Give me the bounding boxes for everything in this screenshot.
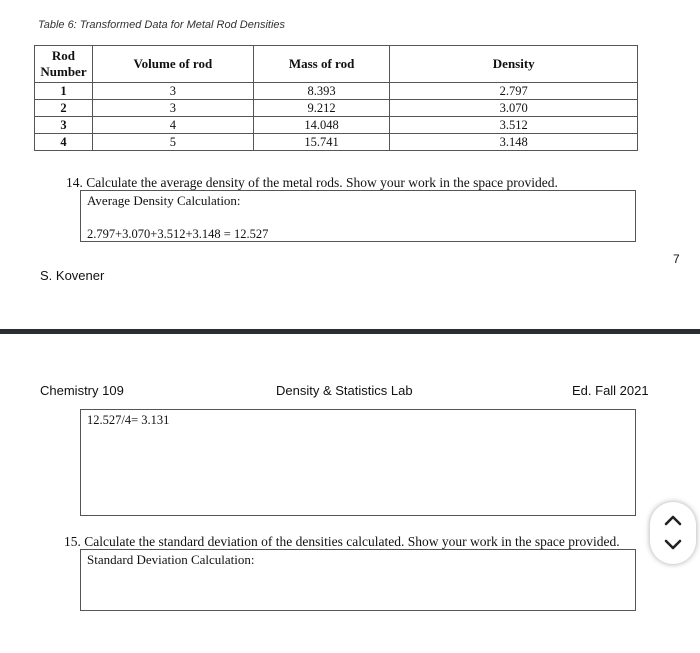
header-lab-title: Density & Statistics Lab <box>276 383 413 398</box>
cell-volume: 5 <box>92 134 253 151</box>
answer-box-14 <box>80 190 636 242</box>
cell-rod-number: 4 <box>35 134 93 151</box>
header-course: Chemistry 109 <box>40 383 124 398</box>
cell-mass: 8.393 <box>253 83 390 100</box>
table-row <box>35 83 638 100</box>
table-header-row <box>35 46 638 83</box>
answer-box-label: Standard Deviation Calculation: <box>87 552 255 567</box>
cell-mass: 9.212 <box>253 100 390 117</box>
table-row <box>35 117 638 134</box>
cell-volume: 3 <box>92 100 253 117</box>
table-row <box>35 100 638 117</box>
chevron-up-icon[interactable] <box>663 513 683 527</box>
page-8 <box>0 334 700 653</box>
cell-rod-number: 1 <box>35 83 93 100</box>
cell-density: 3.148 <box>390 134 638 151</box>
header-volume: Volume of rod <box>92 46 253 83</box>
answer-box-14-continued <box>80 409 636 516</box>
table-caption: Table 6: Transformed Data for Metal Rod Densities <box>38 19 286 31</box>
page-number: 7 <box>673 252 680 266</box>
rod-density-table <box>34 45 638 151</box>
cell-density: 3.070 <box>390 100 638 117</box>
cell-rod-number: 3 <box>35 117 93 134</box>
header-density: Density <box>390 46 638 83</box>
page-nav-control <box>650 502 696 564</box>
question-14: 14. Calculate the average density of the metal rods. Show your work in the space provided. <box>66 175 558 190</box>
table-row <box>35 134 638 151</box>
cell-volume: 3 <box>92 83 253 100</box>
header-mass: Mass of rod <box>253 46 390 83</box>
cell-mass: 15.741 <box>253 134 390 151</box>
answer-box-label: Average Density Calculation: <box>87 193 241 208</box>
author-footer: S. Kovener <box>40 268 105 283</box>
chevron-down-icon[interactable] <box>663 538 683 552</box>
answer-work: 12.527/4= 3.131 <box>87 413 170 427</box>
question-15: 15. Calculate the standard deviation of the densities calculated. Show your work in the space provided. <box>64 534 620 549</box>
answer-box-15 <box>80 549 636 611</box>
cell-density: 3.512 <box>390 117 638 134</box>
header-edition: Ed. Fall 2021 <box>572 383 649 398</box>
cell-density: 2.797 <box>390 83 638 100</box>
cell-volume: 4 <box>92 117 253 134</box>
cell-rod-number: 2 <box>35 100 93 117</box>
header-rod-number: Rod Number <box>35 46 93 83</box>
cell-mass: 14.048 <box>253 117 390 134</box>
answer-work: 2.797+3.070+3.512+3.148 = 12.527 <box>87 227 269 241</box>
